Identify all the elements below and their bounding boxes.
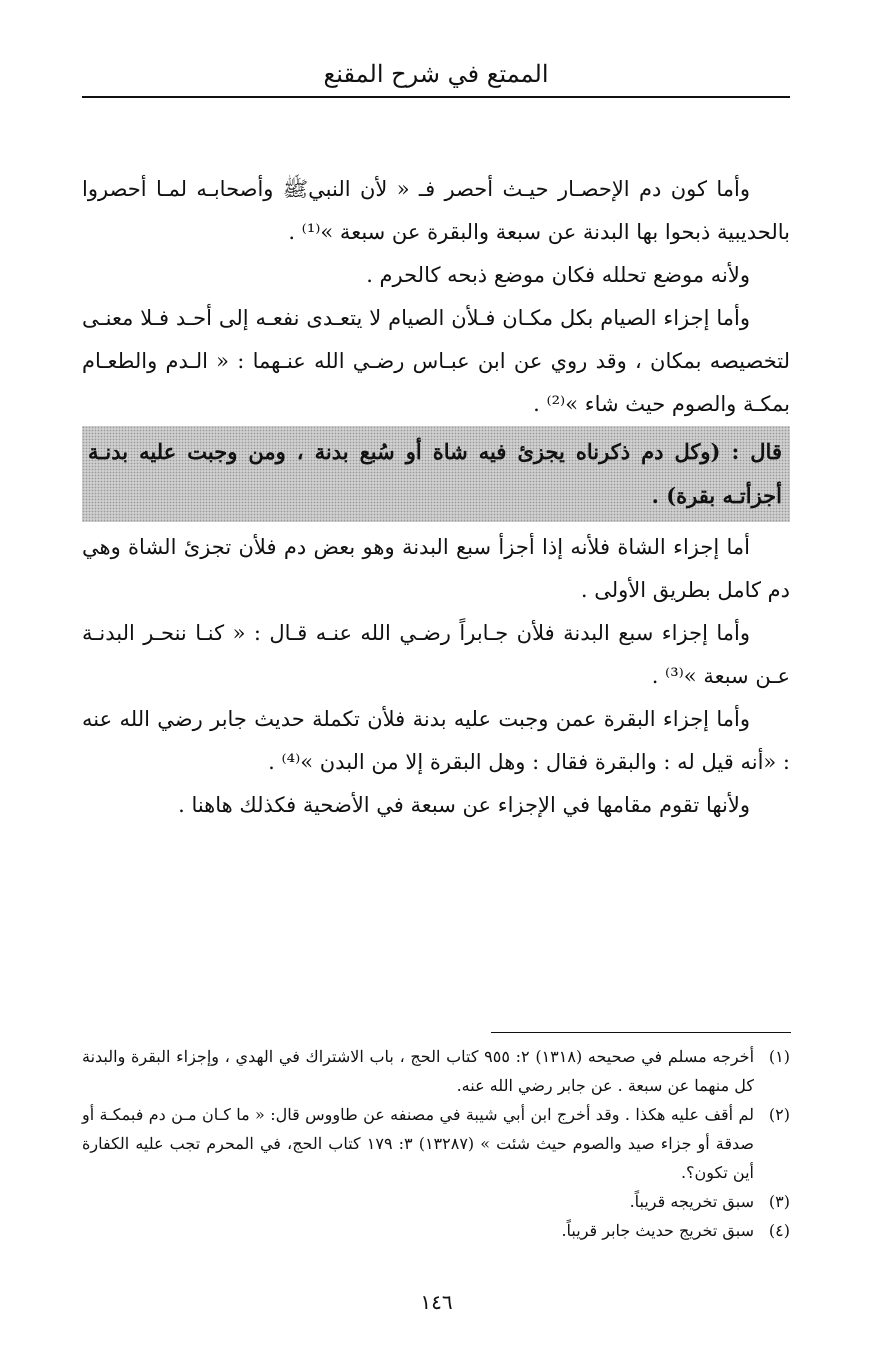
footnote-1 — [82, 1042, 790, 1100]
page-number: ١٤٦ — [420, 1290, 453, 1314]
paragraph-5: وأما إجزاء سبع البدنة فلأن جـابراً رضـي الله عنـه قـال : « كنـا ننحـر البدنـة عـن سبعة »⁽³⁾ . — [82, 621, 790, 688]
footnote-separator — [491, 1032, 791, 1033]
footnote-number: (٣) — [768, 1192, 790, 1211]
footnote-text: أخرجه مسلم في صحيحه (١٣١٨) ٢: ٩٥٥ كتاب الحج ، باب الاشتراك في الهدي ، وإجزاء البقرة والبدنة كل منهما عن سبعة . عن جابر رضي الله عنه. — [82, 1047, 755, 1095]
footnote-number: (٢) — [768, 1105, 790, 1124]
footnote-text: سبق تخريجه قريباً. — [629, 1192, 754, 1211]
main-text — [82, 168, 790, 827]
footnote-text: لم أقف عليه هكذا . وقد أخرج ابن أبي شيبة في مصنفه عن طاووس قال: « ما كـان مـن دم فبمكـة أو صدقة أو جزاء صيد والصوم حيث شئت » (١٣٢٨٧) ٣: ١٧٩ كتاب الحج، في المحرم تجب عليه الكفارة أين تكون؟. — [82, 1105, 755, 1182]
paragraph-1: وأما كون دم الإحصـار حيـث أحصر فـ « لأن النبيﷺ وأصحابـه لمـا أحصروا بالحديبية ذبحوا بها البدنة عن سبعة والبقرة عن سبعة »⁽¹⁾ . — [82, 177, 790, 244]
running-header: الممتع في شرح المقنع — [82, 52, 790, 98]
footnote-text: سبق تخريج حديث جابر قريباً. — [561, 1221, 754, 1240]
footnote-4 — [82, 1216, 790, 1245]
paragraph-2: ولأنه موضع تحلله فكان موضع ذبحه كالحرم . — [366, 263, 750, 287]
footnote-2 — [82, 1100, 790, 1187]
paragraph-4: أما إجزاء الشاة فلأنه إذا أجزأ سبع البدنة وهو بعض دم فلأن تجزئ الشاة وهي دم كامل بطريق الأولى . — [82, 535, 790, 602]
footnote-number: (٤) — [768, 1221, 790, 1240]
highlighted-quote: قال : (وكل دم ذكرناه يجزئ فيه شاة أو سُبع بدنة ، ومن وجبت عليه بدنـة أجزأتـه بقرة) . — [82, 426, 790, 522]
footnotes — [82, 1042, 790, 1245]
paragraph-6: وأما إجزاء البقرة عمن وجبت عليه بدنة فلأن تكملة حديث جابر رضي الله عنه : «أنه قيل له : والبقرة فقال : وهل البقرة إلا من البدن »⁽⁴⁾ . — [82, 707, 790, 774]
paragraph-3: وأما إجزاء الصيام بكل مكـان فـلأن الصيام لا يتعـدى نفعـه إلى أحـد فـلا معنـى لتخصيصه بمكان ، وقد روي عن ابن عبـاس رضـي الله عنـهما : « الـدم والطعـام بمكـة والصوم حيث شاء »⁽²⁾ . — [82, 306, 790, 416]
paragraph-7: ولأنها تقوم مقامها في الإجزاء عن سبعة في الأضحية فكذلك هاهنا . — [178, 793, 750, 817]
footnote-number: (١) — [768, 1047, 790, 1066]
footnote-3 — [82, 1187, 790, 1216]
